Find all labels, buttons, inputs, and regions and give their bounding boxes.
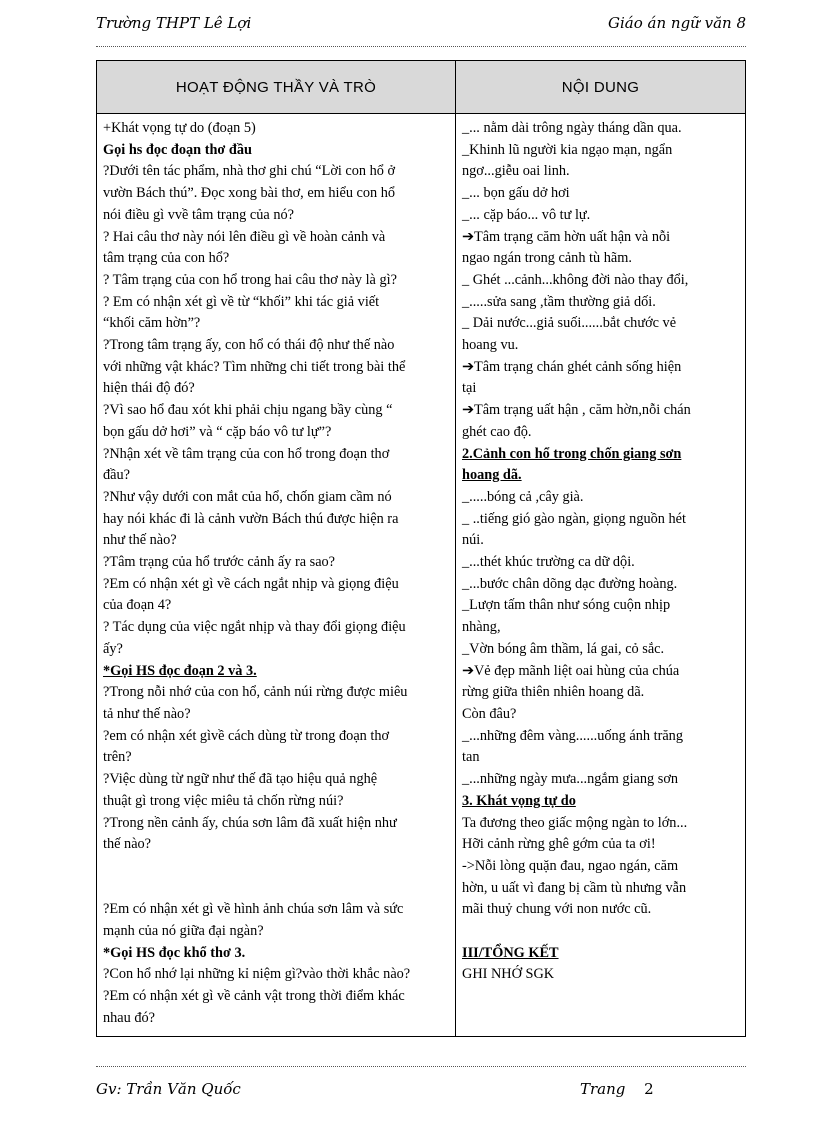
left-line: trên? (103, 749, 132, 766)
right-line: 2.Cảnh con hổ trong chốn giang sơn (462, 445, 682, 462)
left-line: với những vật khác? Tìm những chi tiết trong bài thể (103, 358, 406, 375)
right-line: ➔Tâm trạng căm hờn uất hận và nỗi (462, 228, 671, 245)
right-line: nhàng, (462, 619, 501, 636)
right-line: mãi thuỷ chung với non nước cũ. (462, 901, 652, 918)
right-line: _ Ghét ...cảnh...không đời nào thay đổi, (462, 271, 689, 288)
left-line: ?em có nhận xét gìvề cách dùng từ trong đoạn thơ (103, 727, 390, 744)
header-divider (96, 46, 746, 47)
header-subject: Giáo án ngữ văn 8 (608, 14, 746, 32)
right-line: Hỡi cảnh rừng ghê gớm của ta ơi! (462, 836, 656, 853)
left-line: hiện thái độ đó? (103, 380, 195, 397)
left-line: +Khát vọng tự do (đoạn 5) (103, 120, 256, 136)
footer-page-label: Trang (580, 1080, 626, 1098)
right-line: rừng giữa thiên nhiên hoang dã. (462, 684, 645, 701)
right-line: _...những đêm vàng......uống ánh trăng (462, 727, 683, 744)
table-header-row (97, 61, 746, 114)
content-cell (456, 114, 746, 1037)
right-line: _...bước chân dõng dạc đường hoàng. (462, 575, 678, 592)
right-line: tan (462, 749, 480, 766)
right-line: _ Dải nước...giả suối......bắt chước vẻ (462, 315, 677, 332)
right-line: ➔Tâm trạng chán ghét cảnh sống hiện (462, 358, 682, 375)
right-line: hờn, u uất vì đang bị cầm tù nhưng vẫn (462, 879, 687, 896)
left-line: ?Em có nhận xét gì về hình ảnh chúa sơn lâm và sức (103, 901, 404, 918)
left-line: Gọi hs đọc đoạn thơ đầu (103, 141, 252, 158)
left-line: ?Vì sao hổ đau xót khi phải chịu ngang bầy cùng “ (103, 402, 393, 419)
left-line: vườn Bách thú”. Đọc xong bài thơ, em hiểu con hổ (103, 185, 396, 202)
left-line: ? Tâm trạng của con hổ trong hai câu thơ này là gì? (103, 271, 397, 288)
left-line: *Gọi HS đọc khổ thơ 3. (103, 944, 246, 961)
right-line: _Vờn bóng âm thầm, lá gai, cỏ sắc. (462, 640, 665, 657)
left-line: nói điều gì vvề tâm trạng của nó? (103, 206, 294, 223)
left-line: ?Nhận xét về tâm trạng của con hổ trong đoạn thơ (103, 445, 390, 462)
right-line: _Khinh lũ người kia ngạo mạn, ngẩn (462, 141, 673, 158)
right-line: III/TỔNG KẾT (462, 944, 559, 961)
right-line: _... nằm dài trông ngày tháng dần qua. (462, 120, 682, 136)
left-line: ?Việc dùng từ ngữ như thế đã tạo hiệu quả nghệ (103, 771, 378, 788)
left-line: ?Em có nhận xét gì về cảnh vật trong thời điểm khác (103, 988, 405, 1005)
right-line: ➔Vẻ đẹp mãnh liệt oai hùng của chúa (462, 662, 680, 679)
left-line: ?Như vậy dưới con mắt của hổ, chốn giam cầm nó (103, 488, 392, 505)
page-number: 2 (644, 1080, 654, 1098)
left-line: “khối căm hờn”? (103, 315, 201, 332)
left-line: tả như thế nào? (103, 705, 191, 722)
left-line: ?Trong nỗi nhớ của con hổ, cảnh núi rừng được miêu (103, 684, 408, 701)
right-line: _.....bóng cả ,cây già. (462, 488, 584, 505)
left-line: thuật gì trong việc miêu tả chốn rừng núi? (103, 792, 344, 809)
right-line: ->Nỗi lòng quặn đau, ngao ngán, căm (462, 857, 679, 874)
footer-teacher: Gv: Trần Văn Quốc (96, 1080, 241, 1098)
left-line: mạnh của nó giữa đại ngàn? (103, 922, 264, 939)
left-line: ấy? (103, 640, 123, 657)
left-line: tâm trạng của con hổ? (103, 250, 230, 267)
left-line: ? Em có nhận xét gì về từ “khối” khi tác giả viết (103, 293, 380, 310)
left-line: thế nào? (103, 836, 152, 853)
left-line: như thế nào? (103, 532, 177, 549)
right-line: _...những ngày mưa...ngắm giang sơn (462, 771, 679, 788)
table-body-row (97, 114, 746, 1037)
right-line: _...thét khúc trường ca dữ dội. (462, 554, 635, 571)
right-line: hoang dã. (462, 467, 522, 484)
col-header-activities: HOẠT ĐỘNG THẦY VÀ TRÒ (97, 61, 456, 114)
left-line: ?Tâm trạng của hổ trước cảnh ấy ra sao? (103, 554, 336, 571)
right-line: núi. (462, 532, 484, 549)
left-line: ?Con hổ nhớ lại những kỉ niệm gì?vào thời khắc nào? (103, 966, 411, 983)
left-line: ?Trong tâm trạng ấy, con hổ có thái độ như thế nào (103, 337, 395, 354)
left-line: ? Tác dụng của việc ngắt nhịp và thay đổi giọng điệu (103, 619, 406, 636)
right-line-blank (462, 921, 739, 943)
right-line: Còn đâu? (462, 705, 517, 722)
right-line: tại (462, 380, 477, 397)
left-line: của đoạn 4? (103, 597, 172, 614)
left-line-blank (103, 856, 449, 878)
left-line: nhau đó? (103, 1009, 156, 1026)
left-line: bọn gấu dở hơi” và “ cặp báo vô tư lự”? (103, 423, 332, 440)
right-line: ngơ...giễu oai linh. (462, 163, 570, 180)
right-line: ➔Tâm trạng uất hận , căm hờn,nỗi chán (462, 402, 691, 419)
left-line: ?Em có nhận xét gì về cách ngắt nhịp và giọng điệu (103, 575, 399, 592)
right-line: _.....sửa sang ,tầm thường giả dối. (462, 293, 656, 310)
left-line: ?Trong nền cảnh ấy, chúa sơn lâm đã xuất hiện như (103, 814, 397, 831)
right-line: GHI NHỚ SGK (462, 966, 555, 983)
footer-page (580, 1080, 654, 1098)
right-line: Ta đương theo giấc mộng ngàn to lớn... (462, 814, 688, 831)
left-line: ?Dưới tên tác phẩm, nhà thơ ghi chú “Lời con hổ ở (103, 163, 396, 180)
right-line: 3. Khát vọng tự do (462, 792, 576, 809)
right-line: ghét cao độ. (462, 423, 532, 440)
left-line: *Gọi HS đọc đoạn 2 và 3. (103, 662, 257, 679)
right-line: ngao ngán trong cảnh tù hãm. (462, 250, 632, 267)
footer-divider (96, 1066, 746, 1067)
left-line-blank (103, 878, 449, 900)
right-line: hoang vu. (462, 337, 519, 354)
header-school: Trường THPT Lê Lợi (96, 14, 252, 32)
activities-cell (97, 114, 456, 1037)
right-line: _Lượn tấm thân như sóng cuộn nhịp (462, 597, 671, 614)
left-line: đầu? (103, 467, 130, 484)
left-line: ? Hai câu thơ này nói lên điều gì về hoàn cảnh và (103, 228, 386, 245)
right-line: _ ..tiếng gió gào ngàn, giọng nguồn hét (462, 510, 686, 527)
lesson-table (96, 60, 746, 1037)
col-header-content: NỘI DUNG (456, 61, 746, 114)
right-line: _... cặp báo... vô tư lự. (462, 206, 591, 223)
right-line: _... bọn gấu dở hơi (462, 185, 570, 202)
left-line: hay nói khác đi là cảnh vườn Bách thú được hiện ra (103, 510, 399, 527)
